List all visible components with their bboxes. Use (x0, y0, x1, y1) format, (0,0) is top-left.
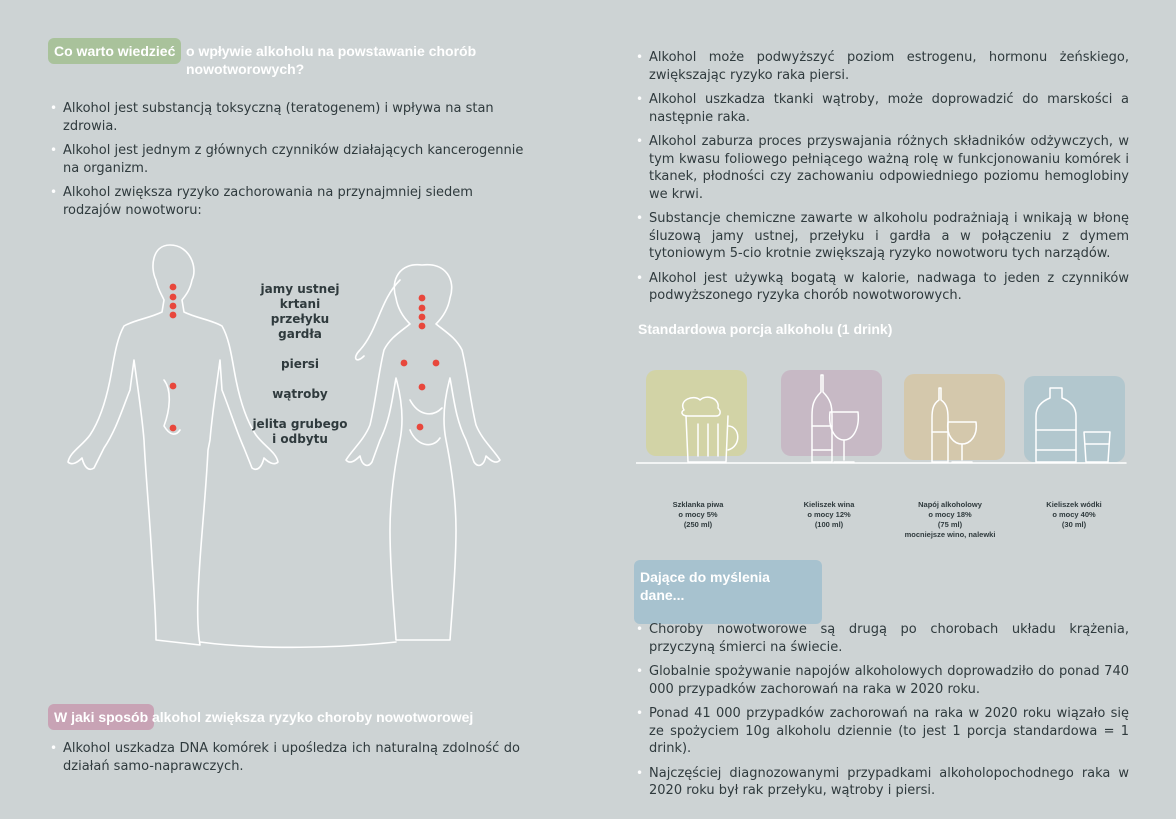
liqueur-glass-icon (932, 388, 976, 462)
list-item: • Ponad 41 000 przypadków zachorowań na raka w 2020 roku wiązało się ze spożyciem 10g alkoholu dziennie (to jest 1 porcja standardowa = 1 drink). (636, 705, 1129, 758)
organ-label-jamy: jamy ustnej (260, 282, 340, 296)
organ-label-krtani: krtani (279, 297, 321, 311)
list-item: • Alkohol uszkadza tkanki wątroby, może doprowadzić do marskości a następnie raka. (636, 91, 1129, 126)
list-item: • Alkohol zwiększa ryzyko zachorowania na przynajmniej siedem rodzajów nowotworu: (50, 184, 525, 219)
vodka-bottle-icon (1036, 388, 1110, 462)
heading-pill-w-jaki-sposob: W jaki sposób (48, 704, 154, 730)
list-item: • Alkohol jest używką bogatą w kalorie, nadwaga to jeden z czynników podwyższonego ryzyka chorób nowotworowych. (636, 270, 1129, 305)
list-item: • Alkohol zaburza proces przyswajania różnych składników odżywczych, w tym kwasu foliowego pełniącego ważną rolę w funkcjonowaniu komórek i tkanek, płodności czy zachowaniu odpowiedniego poziomu hemoglobiny we krwi. (636, 133, 1129, 203)
beer-mug-icon (682, 397, 738, 462)
list-item: • Najczęściej diagnozowanymi przypadkami alkoholopochodnego raka w 2020 roku był rak przełyku, wątroby i piersi. (636, 765, 1129, 800)
facts-bullet-list (636, 621, 1129, 807)
female-figure (346, 265, 500, 640)
wine-glass-icon (812, 375, 858, 462)
list-item: • Alkohol jest jednym z głównych czynników działających kancerogennie na organizm. (50, 142, 525, 177)
caption-vodka: Kieliszek wódki o mocy 40% (30 ml) (1046, 500, 1102, 529)
right-bullet-list (636, 49, 1129, 312)
heading-main-line2: nowotworowych? (186, 61, 305, 77)
drink-heading: Standardowa porcja alkoholu (1 drink) (638, 321, 893, 337)
list-item: • Globalnie spożywanie napojów alkoholowych doprowadziło do ponad 740 000 przypadków zachorowań na raka w 2020 roku. (636, 663, 1129, 698)
caption-beer: Szklanka piwa o mocy 5% (250 ml) (672, 500, 724, 529)
heading-main-line1: o wpływie alkoholu na powstawanie chorób (186, 43, 477, 59)
heading-pill-co-warto: Co warto wiedzieć (48, 38, 181, 64)
section2-heading: alkohol zwiększa ryzyko choroby nowotworowej (152, 709, 474, 725)
list-item: • Substancje chemiczne zawarte w alkoholu podrażniają i wnikają w błonę śluzową jamy ustnej, przełyku i gardła a w połączeniu z dymem tytoniowym 5-cio krotnie zwiększają ryzyko nowotworu tych narządów. (636, 210, 1129, 263)
organ-label-piersi: piersi (280, 357, 319, 371)
caption-wine: Kieliszek wina o mocy 12% (100 ml) (803, 500, 855, 529)
list-item: • Alkohol uszkadza DNA komórek i upośledza ich naturalną zdolność do działań samo-naprawczych. (50, 740, 520, 775)
organ-label-odbytu: i odbytu (272, 432, 328, 446)
left-bullet-list (50, 100, 525, 226)
organ-label-przelyku: przełyku (270, 312, 330, 326)
organ-label-jelita: jelita grubego (252, 417, 348, 431)
organ-label-gardla: gardła (278, 327, 322, 341)
left-bullet-list-2 (50, 740, 520, 782)
list-item: • Alkohol może podwyższyć poziom estrogenu, hormonu żeńskiego, zwiększając ryzyko raka piersi. (636, 49, 1129, 84)
caption-fortified: Napój alkoholowy o mocy 18% (75 ml) mocniejsze wino, nalewki (904, 500, 996, 539)
organ-label-watroby: wątroby (272, 387, 328, 401)
heading-pill-dajace: Dające do myślenia dane... (634, 560, 822, 624)
list-item: • Choroby nowotworowe są drugą po chorobach układu krążenia, przyczyną śmierci na świecie. (636, 621, 1129, 656)
list-item: • Alkohol jest substancją toksyczną (teratogenem) i wpływa na stan zdrowia. (50, 100, 525, 135)
drink-icons (636, 370, 1136, 470)
